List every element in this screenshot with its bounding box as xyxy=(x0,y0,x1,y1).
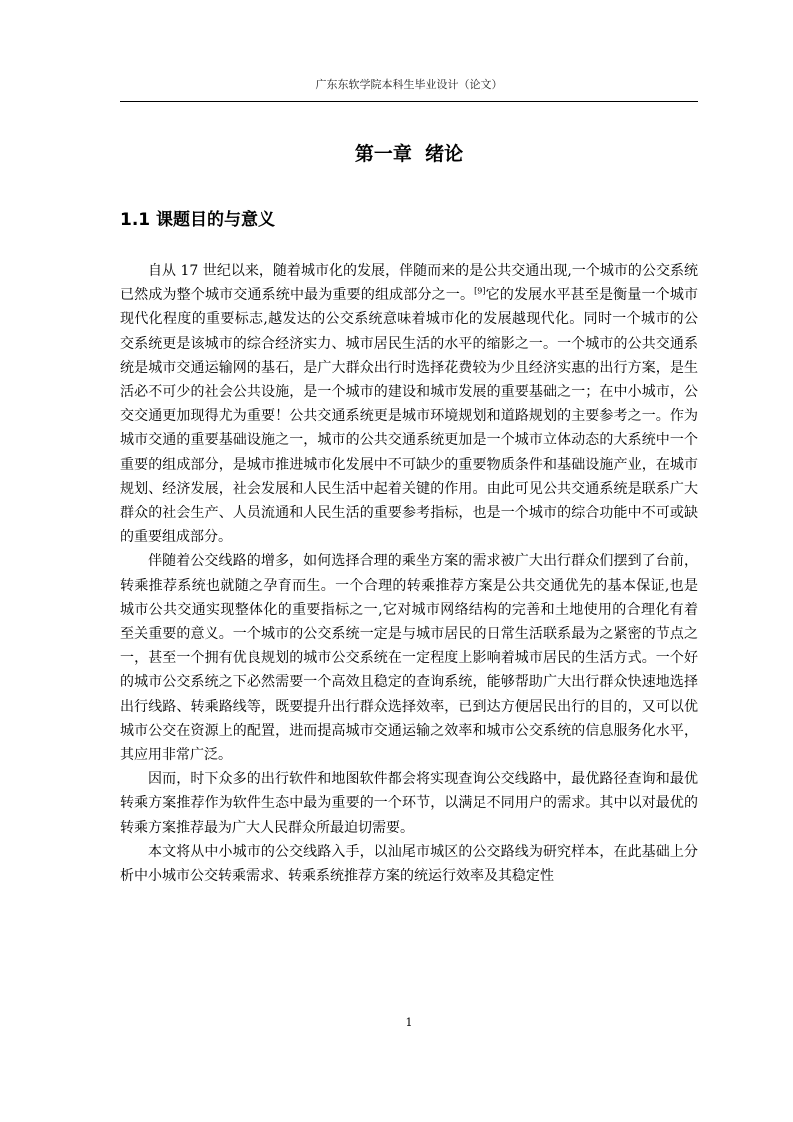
page-header: 广东东软学院本科生毕业设计（论文） xyxy=(315,78,503,91)
page-number: 1 xyxy=(405,1016,413,1029)
body-text xyxy=(120,259,698,888)
chapter-title: 第一章 绪论 xyxy=(354,143,464,165)
paragraph-1-text-b: 它的发展水平甚至是衡量一个城市现代化程度的重要标志,越发达的公交系统意味着城市化的发展越现代化。同时一个城市的公交系统更是该城市的综合经济实力、城市居民生活的水平的缩影之一。一个城市的公共交通系统是城市交通运输网的基石，是广大群众出行时选择花费较为少且经济实惠的出行方案，是生活必不可少的社会公共设施，是一个城市的建设和城市发展的重要基础之一；在中小城市，公交交通更加现得尤为重要！公共交通系统更是城市环境规划和道路规划的主要参考之一。作为城市交通的重要基础设施之一，城市的公共交通系统更加是一个城市立体动态的大系统中一个重要的组成部分，是城市推进城市化发展中不可缺少的重要物质条件和基础设施产业，在城市规划、经济发展，社会发展和人民生活中起着关键的作用。由此可见公共交通系统是联系广大群众的社会生产、人员流通和人民生活的重要参考指标，也是一个城市的综合功能中不可或缺的重要组成部分。 xyxy=(120,287,699,546)
paragraph-1 xyxy=(120,259,698,549)
paragraph-2: 伴随着公交线路的增多，如何选择合理的乘坐方案的需求被广大出行群众们摆到了台前，转乘推荐系统也就随之孕育而生。一个合理的转乘推荐方案是公共交通优先的基本保证,也是城市公共交通实现整体化的重要指标之一,它对城市网络结构的完善和土地使用的合理化有着至关重要的意义。一个城市的公交系统一定是与城市居民的日常生活联系最为之紧密的节点之一，甚至一个拥有优良规划的城市公交系统在一定程度上影响着城市居民的生活方式。一个好的城市公交系统之下必然需要一个高效且稳定的查询系统，能够帮助广大出行群众快速地选择出行线路、转乘路线等，既要提升出行群众选择效率，已到达方便居民出行的目的，又可以优城市公交在资源上的配置，进而提高城市交通运输之效率和城市公交系统的信息服务化水平，其应用非常广泛。 xyxy=(120,553,698,764)
header-divider xyxy=(120,101,698,102)
paragraph-4: 本文将从中小城市的公交线路入手，以汕尾市城区的公交路线为研究样本，在此基础上分析中小城市公交转乘需求、转乘系统推荐方案的统运行效率及其稳定性 xyxy=(120,843,698,885)
paragraph-3: 因而，时下众多的出行软件和地图软件都会将实现查询公交线路中，最优路径查询和最优转乘方案推荐作为软件生态中最为重要的一个环节，以满足不同用户的需求。其中以对最优的转乘方案推荐最为广大人民群众所最迫切需要。 xyxy=(120,771,698,836)
citation-marker: [9] xyxy=(474,286,486,296)
section-title: 1.1 课题目的与意义 xyxy=(120,210,276,230)
paragraph-1-text-a: 自从 17 世纪以来，随着城市化的发展，伴随而来的是公共交通出现,一个城市的公交系统已然成为整个城市交通系统中最为重要的组成部分之一。 xyxy=(120,263,698,304)
